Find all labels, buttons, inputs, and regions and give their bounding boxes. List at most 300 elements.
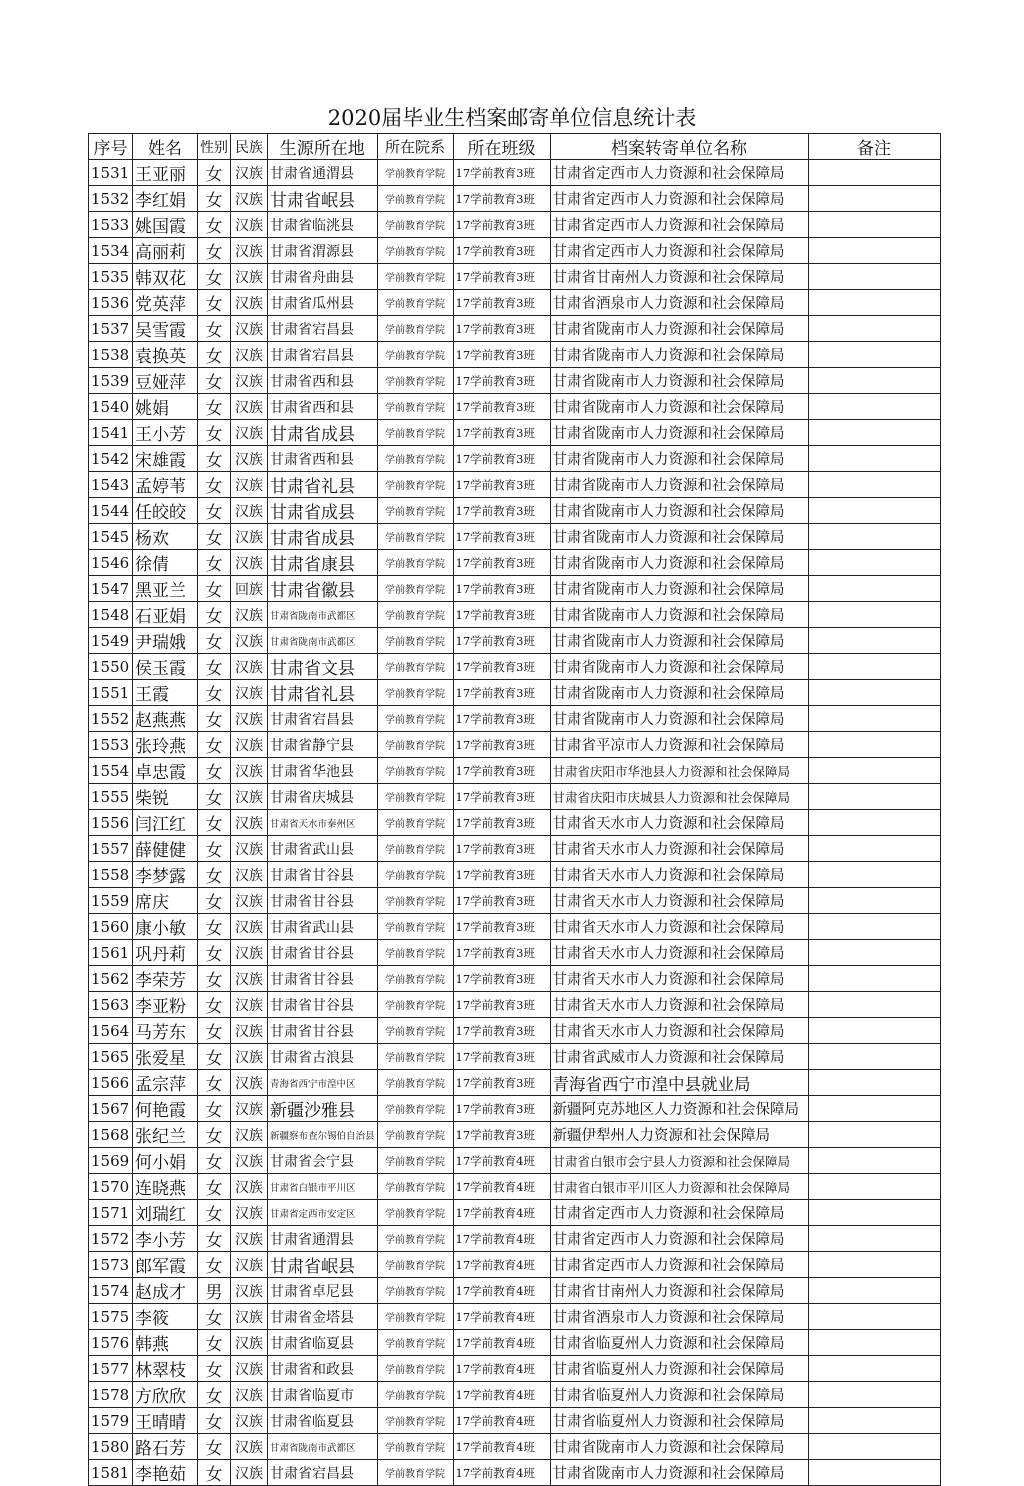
cell-class: 17学前教育4班 [453,1330,550,1356]
cell-class: 17学前教育3班 [453,368,550,394]
cell-name: 闫江红 [133,810,198,836]
cell-gender: 女 [198,706,231,732]
cell-ethnicity: 汉族 [231,524,268,550]
cell-name: 张玲燕 [133,732,198,758]
table-row [89,628,941,654]
cell-seq: 1541 [89,420,133,446]
cell-seq: 1546 [89,550,133,576]
cell-class: 17学前教育4班 [453,1278,550,1304]
cell-class: 17学前教育3班 [453,472,550,498]
cell-department: 学前教育学院 [377,1226,453,1252]
table-row [89,264,941,290]
cell-name: 李亚粉 [133,992,198,1018]
cell-name: 高丽莉 [133,238,198,264]
table-row [89,342,941,368]
cell-class: 17学前教育3班 [453,264,550,290]
cell-name: 黑亚兰 [133,576,198,602]
cell-name: 吴雪霞 [133,316,198,342]
cell-department: 学前教育学院 [377,836,453,862]
cell-origin: 甘肃省成县 [268,420,378,446]
cell-department: 学前教育学院 [377,1148,453,1174]
cell-ethnicity: 汉族 [231,1278,268,1304]
cell-origin: 甘肃省西和县 [268,446,378,472]
cell-seq: 1580 [89,1434,133,1460]
cell-origin: 甘肃省甘谷县 [268,992,378,1018]
cell-department: 学前教育学院 [377,914,453,940]
cell-ethnicity: 汉族 [231,1200,268,1226]
cell-notes [808,706,940,732]
cell-department: 学前教育学院 [377,732,453,758]
cell-unit: 甘肃省陇南市人力资源和社会保障局 [550,368,808,394]
cell-class: 17学前教育3班 [453,576,550,602]
cell-origin: 甘肃省岷县 [268,186,378,212]
cell-gender: 女 [198,602,231,628]
cell-origin: 甘肃省通渭县 [268,1226,378,1252]
cell-class: 17学前教育3班 [453,550,550,576]
table-row [89,992,941,1018]
cell-seq: 1571 [89,1200,133,1226]
cell-class: 17学前教育4班 [453,1174,550,1200]
cell-ethnicity: 汉族 [231,342,268,368]
cell-seq: 1560 [89,914,133,940]
table-row [89,1200,941,1226]
cell-unit: 甘肃省天水市人力资源和社会保障局 [550,862,808,888]
cell-notes [808,758,940,784]
cell-ethnicity: 汉族 [231,212,268,238]
cell-class: 17学前教育4班 [453,1252,550,1278]
cell-department: 学前教育学院 [377,1356,453,1382]
cell-seq: 1576 [89,1330,133,1356]
cell-origin: 甘肃省庆城县 [268,784,378,810]
cell-seq: 1563 [89,992,133,1018]
cell-name: 党英萍 [133,290,198,316]
table-row [89,160,941,186]
cell-seq: 1539 [89,368,133,394]
cell-class: 17学前教育4班 [453,1200,550,1226]
cell-ethnicity: 汉族 [231,550,268,576]
cell-origin: 青海省西宁市湟中区 [268,1070,378,1096]
cell-name: 王霞 [133,680,198,706]
cell-notes [808,1174,940,1200]
cell-gender: 女 [198,1044,231,1070]
cell-seq: 1559 [89,888,133,914]
cell-seq: 1542 [89,446,133,472]
cell-class: 17学前教育3班 [453,862,550,888]
cell-gender: 女 [198,212,231,238]
cell-origin: 甘肃省临洮县 [268,212,378,238]
table-row [89,1018,941,1044]
cell-seq: 1553 [89,732,133,758]
cell-department: 学前教育学院 [377,1070,453,1096]
cell-unit: 甘肃省临夏州人力资源和社会保障局 [550,1356,808,1382]
cell-unit: 甘肃省定西市人力资源和社会保障局 [550,1200,808,1226]
header-notes: 备注 [808,134,940,160]
cell-notes [808,1122,940,1148]
cell-class: 17学前教育3班 [453,1044,550,1070]
cell-gender: 女 [198,888,231,914]
cell-ethnicity: 汉族 [231,1408,268,1434]
cell-department: 学前教育学院 [377,654,453,680]
cell-seq: 1578 [89,1382,133,1408]
cell-origin: 甘肃省西和县 [268,368,378,394]
cell-notes [808,1096,940,1122]
cell-gender: 女 [198,472,231,498]
cell-class: 17学前教育3班 [453,160,550,186]
cell-gender: 女 [198,654,231,680]
cell-unit: 甘肃省天水市人力资源和社会保障局 [550,966,808,992]
table-row [89,1434,941,1460]
cell-notes [808,264,940,290]
cell-ethnicity: 汉族 [231,472,268,498]
cell-origin: 甘肃省康县 [268,550,378,576]
cell-class: 17学前教育3班 [453,810,550,836]
cell-origin: 甘肃省通渭县 [268,160,378,186]
cell-ethnicity: 汉族 [231,290,268,316]
cell-seq: 1557 [89,836,133,862]
cell-department: 学前教育学院 [377,940,453,966]
cell-gender: 女 [198,264,231,290]
cell-origin: 甘肃省宕昌县 [268,1460,378,1486]
cell-seq: 1558 [89,862,133,888]
cell-gender: 女 [198,732,231,758]
table-row [89,316,941,342]
cell-unit: 甘肃省庆阳市华池县人力资源和社会保障局 [550,758,808,784]
cell-gender: 女 [198,628,231,654]
cell-name: 李筱 [133,1304,198,1330]
table-row [89,784,941,810]
cell-ethnicity: 汉族 [231,1044,268,1070]
cell-origin: 甘肃省古浪县 [268,1044,378,1070]
cell-ethnicity: 汉族 [231,732,268,758]
cell-origin: 甘肃省礼县 [268,472,378,498]
cell-gender: 女 [198,160,231,186]
cell-class: 17学前教育3班 [453,238,550,264]
cell-notes [808,498,940,524]
cell-department: 学前教育学院 [377,290,453,316]
cell-department: 学前教育学院 [377,472,453,498]
cell-unit: 甘肃省临夏州人力资源和社会保障局 [550,1408,808,1434]
cell-origin: 甘肃省武山县 [268,836,378,862]
cell-department: 学前教育学院 [377,966,453,992]
cell-notes [808,1434,940,1460]
cell-department: 学前教育学院 [377,212,453,238]
cell-unit: 甘肃省天水市人力资源和社会保障局 [550,992,808,1018]
cell-name: 卓忠霞 [133,758,198,784]
cell-notes [808,290,940,316]
cell-origin: 甘肃省会宁县 [268,1148,378,1174]
cell-unit: 甘肃省天水市人力资源和社会保障局 [550,836,808,862]
cell-ethnicity: 汉族 [231,1382,268,1408]
cell-origin: 新疆察布查尔锡伯自治县 [268,1122,378,1148]
cell-gender: 女 [198,836,231,862]
cell-ethnicity: 汉族 [231,758,268,784]
table-row [89,680,941,706]
cell-origin: 甘肃省卓尼县 [268,1278,378,1304]
cell-name: 豆娅萍 [133,368,198,394]
table-row [89,290,941,316]
cell-name: 何艳霞 [133,1096,198,1122]
cell-seq: 1569 [89,1148,133,1174]
cell-seq: 1575 [89,1304,133,1330]
cell-class: 17学前教育3班 [453,992,550,1018]
cell-origin: 甘肃省陇南市武都区 [268,1434,378,1460]
cell-department: 学前教育学院 [377,446,453,472]
cell-department: 学前教育学院 [377,862,453,888]
cell-gender: 女 [198,394,231,420]
table-row [89,420,941,446]
cell-class: 17学前教育3班 [453,758,550,784]
cell-ethnicity: 汉族 [231,654,268,680]
cell-unit: 甘肃省陇南市人力资源和社会保障局 [550,576,808,602]
cell-ethnicity: 汉族 [231,368,268,394]
cell-ethnicity: 汉族 [231,888,268,914]
cell-gender: 女 [198,1018,231,1044]
cell-seq: 1544 [89,498,133,524]
cell-origin: 甘肃省成县 [268,498,378,524]
cell-origin: 甘肃省甘谷县 [268,862,378,888]
cell-notes [808,1356,940,1382]
cell-origin: 甘肃省临夏县 [268,1330,378,1356]
cell-department: 学前教育学院 [377,602,453,628]
cell-unit: 新疆伊犁州人力资源和社会保障局 [550,1122,808,1148]
cell-unit: 新疆阿克苏地区人力资源和社会保障局 [550,1096,808,1122]
cell-notes [808,160,940,186]
cell-unit: 甘肃省陇南市人力资源和社会保障局 [550,550,808,576]
cell-seq: 1555 [89,784,133,810]
cell-notes [808,550,940,576]
cell-class: 17学前教育4班 [453,1304,550,1330]
cell-gender: 女 [198,420,231,446]
cell-name: 康小敏 [133,914,198,940]
cell-name: 席庆 [133,888,198,914]
table-row [89,914,941,940]
cell-origin: 甘肃省陇南市武都区 [268,628,378,654]
cell-notes [808,1382,940,1408]
cell-department: 学前教育学院 [377,342,453,368]
cell-department: 学前教育学院 [377,1018,453,1044]
cell-seq: 1537 [89,316,133,342]
cell-gender: 女 [198,1070,231,1096]
cell-class: 17学前教育3班 [453,1070,550,1096]
cell-class: 17学前教育3班 [453,316,550,342]
cell-class: 17学前教育3班 [453,342,550,368]
cell-department: 学前教育学院 [377,1096,453,1122]
cell-name: 王小芳 [133,420,198,446]
table-row [89,238,941,264]
cell-origin: 甘肃省西和县 [268,394,378,420]
cell-name: 姚娟 [133,394,198,420]
cell-name: 姚国霞 [133,212,198,238]
cell-name: 任皎皎 [133,498,198,524]
cell-gender: 女 [198,992,231,1018]
cell-unit: 甘肃省天水市人力资源和社会保障局 [550,940,808,966]
cell-name: 孟婷苇 [133,472,198,498]
cell-class: 17学前教育3班 [453,706,550,732]
cell-unit: 甘肃省酒泉市人力资源和社会保障局 [550,1304,808,1330]
cell-gender: 女 [198,524,231,550]
cell-class: 17学前教育4班 [453,1460,550,1486]
header-unit: 档案转寄单位名称 [550,134,808,160]
cell-notes [808,1018,940,1044]
cell-class: 17学前教育3班 [453,888,550,914]
cell-notes [808,1070,940,1096]
cell-ethnicity: 汉族 [231,498,268,524]
cell-class: 17学前教育3班 [453,1018,550,1044]
cell-class: 17学前教育3班 [453,836,550,862]
cell-origin: 甘肃省成县 [268,524,378,550]
cell-notes [808,732,940,758]
cell-seq: 1554 [89,758,133,784]
table-row [89,472,941,498]
cell-notes [808,914,940,940]
cell-class: 17学前教育3班 [453,420,550,446]
cell-notes [808,1460,940,1486]
table-row [89,1304,941,1330]
cell-ethnicity: 汉族 [231,160,268,186]
cell-unit: 甘肃省定西市人力资源和社会保障局 [550,212,808,238]
cell-name: 李荣芳 [133,966,198,992]
cell-notes [808,1044,940,1070]
cell-class: 17学前教育4班 [453,1382,550,1408]
cell-class: 17学前教育3班 [453,394,550,420]
cell-seq: 1538 [89,342,133,368]
cell-unit: 甘肃省陇南市人力资源和社会保障局 [550,602,808,628]
table-row [89,1460,941,1486]
cell-origin: 甘肃省礼县 [268,680,378,706]
cell-notes [808,420,940,446]
table-row [89,1252,941,1278]
cell-department: 学前教育学院 [377,810,453,836]
cell-name: 方欣欣 [133,1382,198,1408]
cell-ethnicity: 回族 [231,576,268,602]
cell-gender: 女 [198,1460,231,1486]
table-row [89,1044,941,1070]
cell-ethnicity: 汉族 [231,706,268,732]
cell-origin: 甘肃省宕昌县 [268,342,378,368]
cell-gender: 女 [198,680,231,706]
table-row [89,1382,941,1408]
cell-seq: 1565 [89,1044,133,1070]
cell-ethnicity: 汉族 [231,1356,268,1382]
cell-name: 韩燕 [133,1330,198,1356]
header-class: 所在班级 [453,134,550,160]
cell-class: 17学前教育3班 [453,732,550,758]
cell-department: 学前教育学院 [377,758,453,784]
cell-name: 李红娟 [133,186,198,212]
cell-ethnicity: 汉族 [231,1434,268,1460]
cell-notes [808,784,940,810]
cell-class: 17学前教育3班 [453,628,550,654]
cell-department: 学前教育学院 [377,628,453,654]
cell-seq: 1570 [89,1174,133,1200]
cell-department: 学前教育学院 [377,264,453,290]
cell-origin: 甘肃省瓜州县 [268,290,378,316]
cell-name: 张爱星 [133,1044,198,1070]
cell-name: 石亚娟 [133,602,198,628]
cell-department: 学前教育学院 [377,1278,453,1304]
cell-notes [808,316,940,342]
cell-unit: 甘肃省天水市人力资源和社会保障局 [550,914,808,940]
cell-notes [808,238,940,264]
cell-origin: 甘肃省宕昌县 [268,706,378,732]
cell-name: 赵成才 [133,1278,198,1304]
cell-notes [808,186,940,212]
cell-ethnicity: 汉族 [231,836,268,862]
cell-origin: 甘肃省宕昌县 [268,316,378,342]
cell-gender: 女 [198,1434,231,1460]
cell-ethnicity: 汉族 [231,1460,268,1486]
table-row [89,1096,941,1122]
cell-unit: 甘肃省白银市平川区人力资源和社会保障局 [550,1174,808,1200]
cell-ethnicity: 汉族 [231,186,268,212]
cell-notes [808,212,940,238]
cell-notes [808,394,940,420]
cell-origin: 甘肃省舟曲县 [268,264,378,290]
cell-origin: 甘肃省天水市秦州区 [268,810,378,836]
cell-origin: 甘肃省甘谷县 [268,940,378,966]
cell-class: 17学前教育3班 [453,498,550,524]
cell-gender: 女 [198,758,231,784]
cell-class: 17学前教育3班 [453,1122,550,1148]
cell-class: 17学前教育3班 [453,524,550,550]
cell-ethnicity: 汉族 [231,264,268,290]
cell-name: 李梦露 [133,862,198,888]
cell-unit: 甘肃省天水市人力资源和社会保障局 [550,810,808,836]
cell-class: 17学前教育3班 [453,1096,550,1122]
archive-table [88,133,941,1486]
cell-origin: 甘肃省岷县 [268,1252,378,1278]
table-row [89,810,941,836]
cell-unit: 甘肃省陇南市人力资源和社会保障局 [550,1434,808,1460]
table-row [89,550,941,576]
cell-unit: 甘肃省陇南市人力资源和社会保障局 [550,394,808,420]
cell-department: 学前教育学院 [377,1382,453,1408]
cell-gender: 男 [198,1278,231,1304]
header-ethnicity: 民族 [231,134,268,160]
cell-seq: 1549 [89,628,133,654]
cell-name: 侯玉霞 [133,654,198,680]
table-row [89,576,941,602]
header-name: 姓名 [133,134,198,160]
cell-seq: 1540 [89,394,133,420]
cell-name: 柴锐 [133,784,198,810]
header-gender: 性别 [198,134,231,160]
cell-gender: 女 [198,550,231,576]
cell-seq: 1547 [89,576,133,602]
cell-unit: 甘肃省陇南市人力资源和社会保障局 [550,680,808,706]
cell-notes [808,1226,940,1252]
cell-name: 孟宗萍 [133,1070,198,1096]
cell-gender: 女 [198,1148,231,1174]
cell-name: 杨欢 [133,524,198,550]
cell-class: 17学前教育4班 [453,1408,550,1434]
cell-ethnicity: 汉族 [231,940,268,966]
table-row [89,602,941,628]
cell-notes [808,342,940,368]
cell-gender: 女 [198,940,231,966]
cell-name: 袁换英 [133,342,198,368]
cell-class: 17学前教育3班 [453,680,550,706]
cell-seq: 1561 [89,940,133,966]
cell-name: 徐倩 [133,550,198,576]
cell-notes [808,1148,940,1174]
header-seq: 序号 [89,134,133,160]
cell-seq: 1572 [89,1226,133,1252]
table-row [89,940,941,966]
cell-gender: 女 [198,914,231,940]
cell-gender: 女 [198,498,231,524]
cell-unit: 甘肃省甘南州人力资源和社会保障局 [550,264,808,290]
